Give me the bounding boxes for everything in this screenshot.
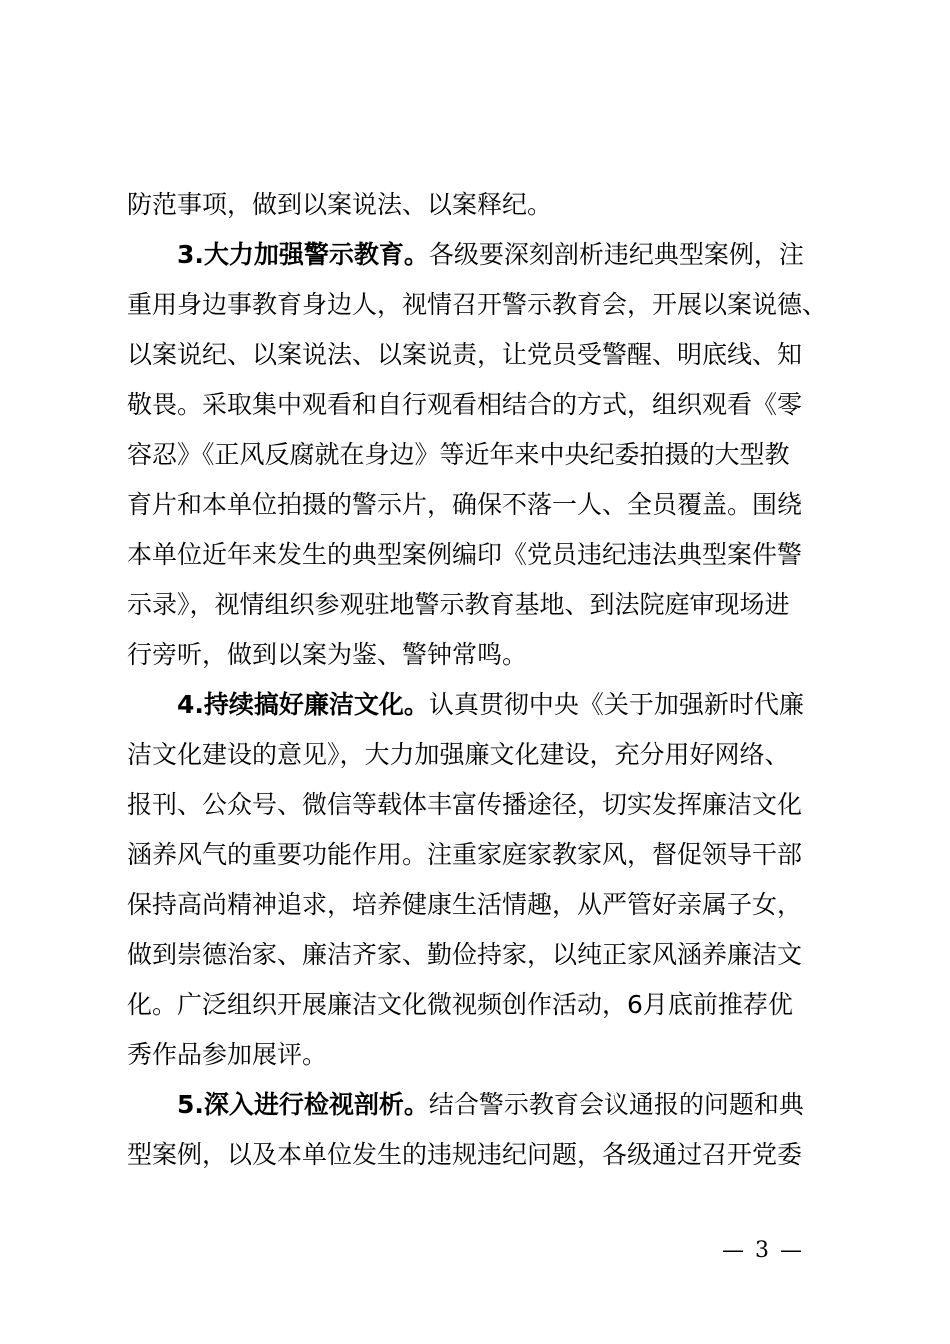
paragraph-line: 行旁听，做到以案为鉴、警钟常鸣。 bbox=[127, 640, 528, 669]
paragraph-line: 本单位近年来发生的典型案例编印《党员违纪违法典型案件警 bbox=[127, 540, 803, 569]
paragraph-first-line bbox=[127, 230, 839, 280]
paragraph-text: 各级要深刻剖析违纪典型案例，注 bbox=[428, 240, 804, 269]
paragraph-text: 结合警示教育会议通报的问题和典 bbox=[428, 1090, 804, 1119]
page-number: — 3 — bbox=[722, 1238, 804, 1263]
paragraph-line: 报刊、公众号、微信等载体丰富传播途径，切实发挥廉洁文化 bbox=[127, 790, 803, 819]
paragraph-line: 以案说纪、以案说法、以案说责，让党员受警醒、明底线、知 bbox=[127, 340, 803, 369]
paragraph-line: 保持高尚精神追求，培养健康生活情趣，从严管好亲属子女， bbox=[127, 890, 803, 919]
section-heading: 4.持续搞好廉洁文化。 bbox=[177, 690, 429, 719]
paragraph-first-line bbox=[127, 680, 839, 730]
section-heading: 5.深入进行检视剖析。 bbox=[177, 1090, 429, 1119]
paragraph-line: 敬畏。采取集中观看和自行观看相结合的方式，组织观看《零 bbox=[127, 390, 803, 419]
paragraph-line: 化。广泛组织开展廉洁文化微视频创作活动，6月底前推荐优 bbox=[127, 990, 793, 1019]
document-body bbox=[127, 180, 839, 1180]
paragraph-line: 育片和本单位拍摄的警示片，确保不落一人、全员覆盖。围绕 bbox=[127, 490, 803, 519]
paragraph-line: 洁文化建设的意见》，大力加强廉文化建设，充分用好网络、 bbox=[127, 740, 790, 769]
paragraph-line: 秀作品参加展评。 bbox=[127, 1040, 328, 1069]
paragraph-line: 做到崇德治家、廉洁齐家、勤俭持家，以纯正家风涵养廉洁文 bbox=[127, 940, 803, 969]
paragraph-line: 涵养风气的重要功能作用。注重家庭家教家风，督促领导干部 bbox=[127, 840, 803, 869]
paragraph-line: 容忍》《正风反腐就在身边》等近年来中央纪委拍摄的大型教 bbox=[127, 440, 790, 469]
section-heading: 3.大力加强警示教育。 bbox=[177, 240, 429, 269]
paragraph-line: 防范事项，做到以案说法、以案释纪。 bbox=[127, 190, 553, 219]
paragraph-first-line bbox=[127, 1080, 839, 1130]
paragraph-line: 示录》，视情组织参观驻地警示教育基地、到法院庭审现场进 bbox=[127, 590, 790, 619]
paragraph-text: 认真贯彻中央《关于加强新时代廉 bbox=[428, 690, 804, 719]
paragraph-line: 重用身边事教育身边人，视情召开警示教育会，开展以案说德、 bbox=[127, 290, 828, 319]
paragraph-line: 型案例，以及本单位发生的违规违纪问题，各级通过召开党委 bbox=[127, 1140, 803, 1169]
